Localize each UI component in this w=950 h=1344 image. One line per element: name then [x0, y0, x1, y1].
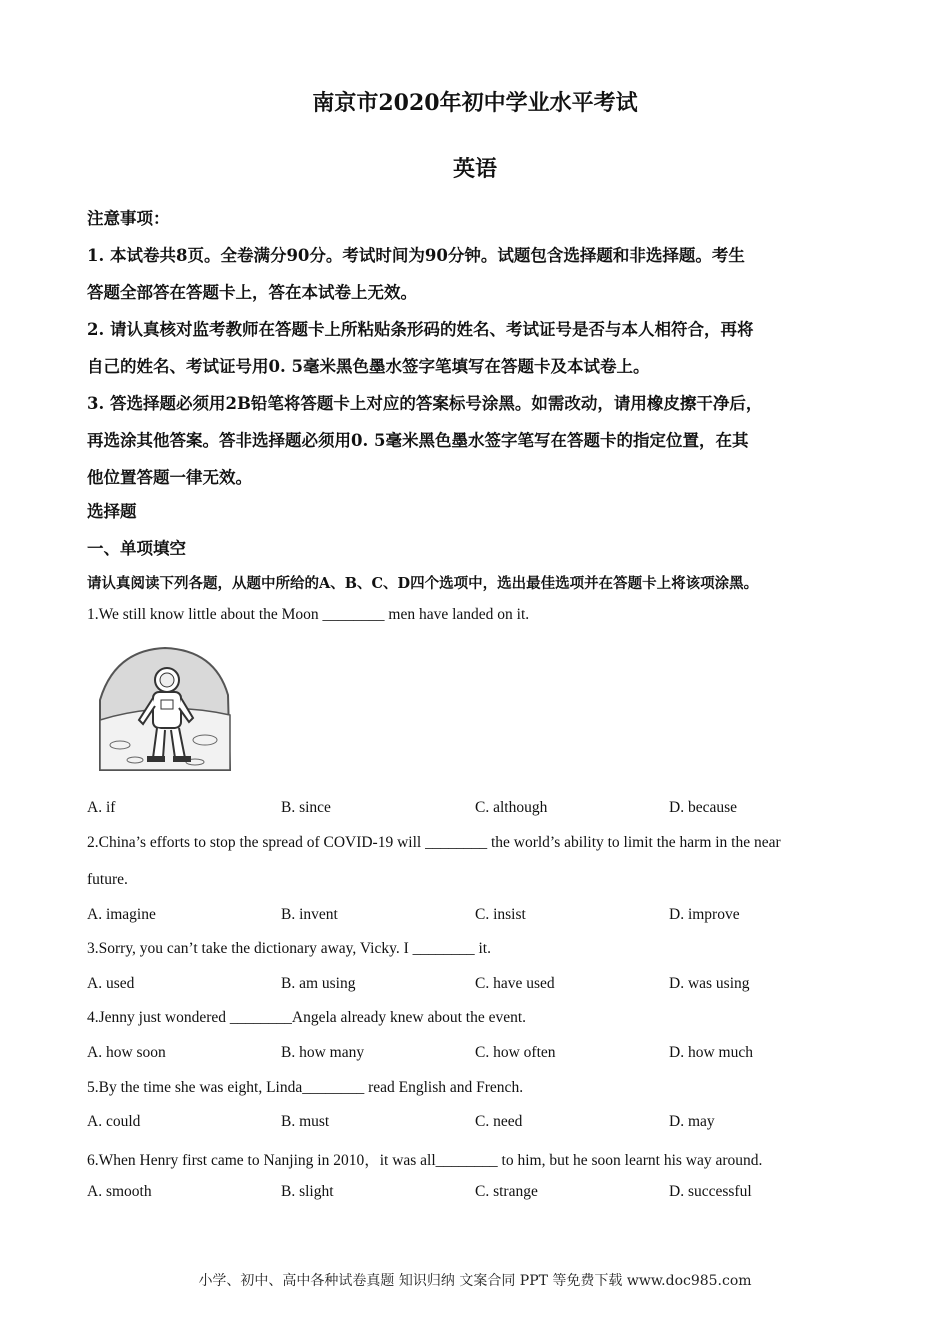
option-c: C. how often	[475, 1044, 556, 1061]
option-b: B. must	[281, 1113, 330, 1130]
option-a: A. could	[87, 1113, 141, 1130]
option-b: B. since	[281, 799, 331, 816]
option-d: D. because	[669, 799, 737, 816]
note-line: 他位置答题一律无效。	[87, 468, 252, 487]
option-a: A. imagine	[87, 906, 156, 923]
option-a: A. used	[87, 975, 135, 992]
question-2: 2.China’s efforts to stop the spread of COVID-19 will ________ the world’s ability to limit the harm in the near	[87, 834, 781, 851]
option-c: C. need	[475, 1113, 523, 1130]
footer-watermark: 小学、初中、高中各种试卷真题 知识归纳 文案合同 PPT 等免费下载 www.doc985.com	[198, 1273, 752, 1289]
options-1	[87, 799, 887, 819]
exam-title: 南京市2020年初中学业水平考试	[312, 90, 638, 116]
options-6	[87, 1183, 887, 1203]
options-5	[87, 1113, 887, 1133]
option-d: D. successful	[669, 1183, 752, 1200]
options-3	[87, 975, 887, 995]
part-label: 一、单项填空	[87, 539, 186, 558]
option-c: C. strange	[475, 1183, 538, 1200]
option-a: A. if	[87, 799, 116, 816]
question-5: 5.By the time she was eight, Linda________ read English and French.	[87, 1079, 524, 1096]
subject-title: 英语	[452, 156, 497, 182]
question-2-continued: future.	[87, 871, 128, 888]
note-line: 3. 答选择题必须用2B铅笔将答题卡上对应的答案标号涂黑。如需改动，请用橡皮擦干净后，	[87, 394, 763, 413]
question-6: 6.When Henry first came to Nanjing in 2010，it was all________ to him, but he soon learnt his way around.	[87, 1152, 763, 1169]
instruction-text: 请认真阅读下列各题，从题中所给的A、B、C、D四个选项中，选出最佳选项并在答题卡上将该项涂黑。	[87, 575, 759, 592]
option-b: B. invent	[281, 906, 338, 923]
note-line: 2. 请认真核对监考教师在答题卡上所粘贴条形码的姓名、考试证号是否与本人相符合，再将	[87, 320, 754, 339]
note-line: 1. 本试卷共8页。全卷满分90分。考试时间为90分钟。试题包含选择题和非选择题。考生	[87, 246, 745, 265]
option-a: A. smooth	[87, 1183, 152, 1200]
note-line: 答题全部答在答题卡上，答在本试卷上无效。	[87, 283, 417, 302]
options-4	[87, 1044, 887, 1064]
note-line: 再选涂其他答案。答非选择题必须用0. 5毫米黑色墨水签字笔写在答题卡的指定位置，在其	[87, 431, 749, 450]
note-line: 自己的姓名、考试证号用0. 5毫米黑色墨水签字笔填写在答题卡及本试卷上。	[87, 357, 650, 376]
option-b: B. am using	[281, 975, 356, 992]
option-d: D. was using	[669, 975, 750, 992]
option-c: C. although	[475, 799, 548, 816]
section-label: 选择题	[87, 502, 137, 521]
notes-block	[87, 200, 867, 496]
option-b: B. how many	[281, 1044, 365, 1061]
option-c: C. have used	[475, 975, 555, 992]
question-1: 1.We still know little about the Moon ________ men have landed on it.	[87, 606, 530, 623]
notes-heading: 注意事项：	[87, 209, 170, 228]
question-4: 4.Jenny just wondered ________Angela already knew about the event.	[87, 1009, 527, 1026]
option-c: C. insist	[475, 906, 526, 923]
option-a: A. how soon	[87, 1044, 166, 1061]
option-d: D. improve	[669, 906, 740, 923]
astronaut-illustration	[95, 640, 235, 780]
option-d: D. may	[669, 1113, 715, 1130]
question-3: 3.Sorry, you can’t take the dictionary away, Vicky. I ________ it.	[87, 940, 491, 957]
option-b: B. slight	[281, 1183, 334, 1200]
options-2	[87, 906, 887, 926]
option-d: D. how much	[669, 1044, 753, 1061]
